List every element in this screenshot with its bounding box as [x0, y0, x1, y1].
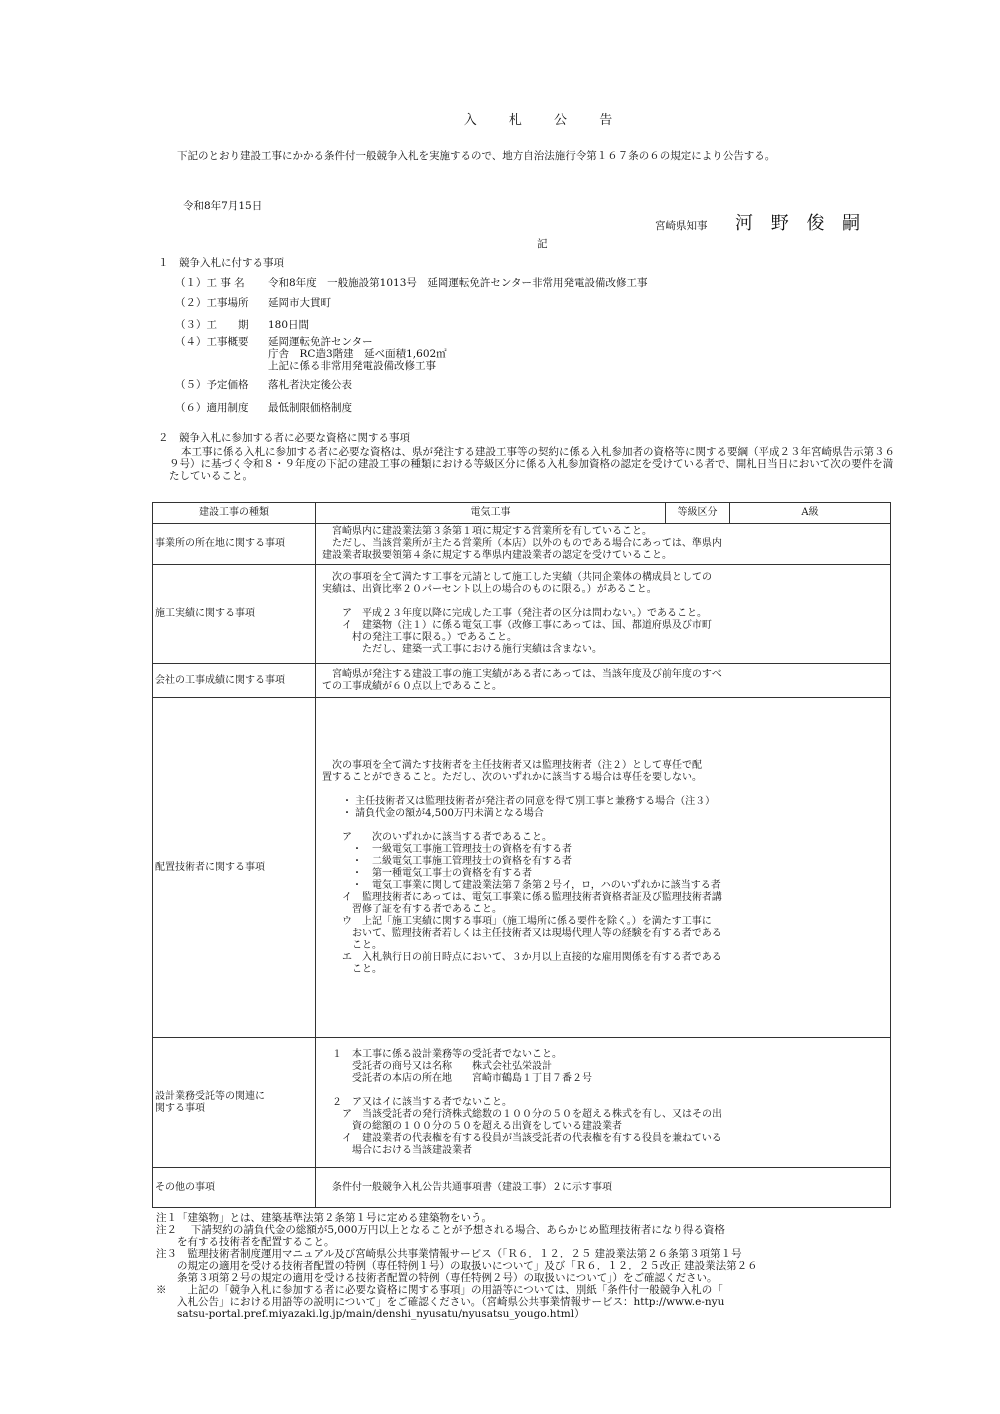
- note-asterisk-cont2: satsu-portal.pref.miyazaki.lg.jp/main/denshi_nyusatu/nyusatsu_yougo.html）: [156, 1308, 585, 1320]
- table-row: [153, 1168, 891, 1208]
- row-label-office-location: 事業所の所在地に関する事項: [153, 524, 316, 565]
- header-work-type-label: 建設工事の種類: [153, 503, 316, 524]
- project-name-label: （１）工 事 名: [175, 277, 245, 289]
- table-row: [153, 698, 891, 1038]
- table-row: [153, 565, 891, 664]
- project-name-value: 令和8年度 一般施設第1013号 延岡運転免許センター非常用発電設備改修工事: [268, 277, 648, 289]
- row-label-construction-record: 施工実績に関する事項: [153, 565, 316, 664]
- applied-system-label: （６）適用制度: [175, 402, 249, 414]
- project-summary-value: 延岡運転免許センター 庁舎 RC造3階建 延べ面積1,602㎡ 上記に係る非常用発電設備改修工事: [268, 336, 447, 372]
- row-content-other: 条件付一般競争入札公告共通事項書（建設工事）２に示す事項: [316, 1168, 891, 1208]
- row-label-company-score: 会社の工事成績に関する事項: [153, 664, 316, 698]
- note-asterisk: ※ 上記の「競争入札に参加する者に必要な資格に関する事項」の用語等については、別紙「条件付一般競争入札の「: [156, 1284, 723, 1296]
- row-label-design-contract: 設計業務受託等の関連に 関する事項: [153, 1038, 316, 1168]
- governor-title: 宮崎県知事: [655, 220, 708, 232]
- section1-heading: １ 競争入札に付する事項: [158, 257, 284, 269]
- project-location-value: 延岡市大貫町: [268, 297, 331, 309]
- ki-mark: 記: [537, 238, 548, 250]
- header-work-type-value: 電気工事: [316, 503, 666, 524]
- note-3-cont1: の規定の適用を受ける技術者配置の特例（専任特例１号）の取扱いについて」及び「Ｒ６．１２．２５改正 建設業法第２６: [156, 1260, 758, 1272]
- table-row: [153, 664, 891, 698]
- row-content-design-contract: １ 本工事に係る設計業務等の受託者でないこと。 受託者の商号又は名称 株式会社弘栄設計 受託者の本店の所在地 宮崎市鶴島１丁目７番２号 ２ ア又はイに該当する者でないこと。 ア 当該受託者の発行済株式総数の１００分の５０を超える株式を有し、又はその出 資の総額の１００分の５０を超える出資をしている建設業者 イ 建設業者の代表権を有する役員が当該受託者の代表権を有する役員を兼ねている 場合における当該建設業者: [316, 1038, 891, 1168]
- row-content-assigned-engineer: 次の事項を全て満たす技術者を主任技術者又は監理技術者（注２）として専任で配 置することができること。ただし、次のいずれかに該当する場合は専任を要しない。 ・ 主任技術者又は監理技術者が発注者の同意を得て別工事と兼務する場合（注３） ・ 請負代金の額が4,500万円未満となる場合 ア 次のいずれかに該当する者であること。 ・ 一級電気工事施工管理技士の資格を有する者 ・ 二級電気工事施工管理技士の資格を有する者 ・ 第一種電気工事士の資格を有する者 ・ 電気工事業に関して建設業法第７条第２号イ，ロ，ハのいずれかに該当する者 イ 監理技術者にあっては、電気工事業に係る監理技術者資格者証及び監理技術者講 習修了証を有する者であること。 ウ 上記「施工実績に関する事項」（施工場所に係る要件を除く。）を満たす工事に おいて、監理技術者若しくは主任技術者又は現場代理人等の経験を有する者である こと。 エ 入札執行日の前日時点において、３か月以上直接的な雇用関係を有する者である こと。: [316, 698, 891, 1038]
- row-content-company-score: 宮崎県が発注する建設工事の施工実績がある者にあっては、当該年度及び前年度のすべ ての工事成績が６０点以上であること。: [316, 664, 891, 698]
- row-label-other: その他の事項: [153, 1168, 316, 1208]
- project-location-label: （２）工事場所: [175, 297, 249, 309]
- row-content-construction-record: 次の事項を全て満たす工事を元請として施工した実績（共同企業体の構成員としての 実績は、出資比率２０パーセント以上の場合のものに限る。）があること。 ア 平成２３年度以降に完成した工事（発注者の区分は問わない。）であること。 イ 建築物（注１）に係る電気工事（改修工事にあっては、国、都道府県及び市町 村の発注工事に限る。）であること。 ただし、建築一式工事における施行実績は含まない。: [316, 565, 891, 664]
- table-row: [153, 524, 891, 565]
- table-row: [153, 1038, 891, 1168]
- notice-date: 令和8年7月15日: [183, 200, 263, 212]
- note-1: 注１「建築物」とは、建築基準法第２条第１号に定める建築物をいう。: [156, 1212, 492, 1224]
- governor-name: 河 野 俊 嗣: [735, 213, 867, 234]
- note-3-cont2: 条第３項第２号の規定の適用を受ける技術者配置の特例（専任特例２号）の取扱いについて」）をご確認ください。: [156, 1272, 718, 1284]
- intro-text: 下記のとおり建設工事にかかる条件付一般競争入札を実施するので、地方自治法施行令第１６７条の６の規定により公告する。: [177, 150, 776, 162]
- applied-system-value: 最低制限価格制度: [268, 402, 352, 414]
- project-summary-label: （４）工事概要: [175, 336, 249, 348]
- project-period-value: 180日間: [268, 319, 310, 331]
- header-grade-value: A級: [730, 503, 891, 524]
- header-grade-label: 等級区分: [666, 503, 730, 524]
- project-period-label: （３）工 期: [175, 319, 249, 331]
- planned-price-label: （５）予定価格: [175, 379, 249, 391]
- section2-body: 本工事に係る入札に参加する者に必要な資格は、県が発注する建設工事等の契約に係る入札参加者の資格等に関する要綱（平成２３年宮崎県告示第３６９号）に基づく令和８・９年度の下記の建設工事の種類における等級区分に係る入札参加資格の認定を受けている者で、開札日当日において次の要件を満たしていること。: [169, 446, 895, 482]
- page-title: 入 札 公 告: [463, 113, 627, 128]
- notes-section: [156, 1212, 876, 1332]
- table-header-row: [153, 503, 891, 524]
- note-2: 注２ 下請契約の請負代金の総額が5,000万円以上となることが予想される場合、あらかじめ監理技術者になり得る資格: [156, 1224, 725, 1236]
- note-asterisk-cont1: 入札公告」における用語等の説明について」をご確認ください。（宮崎県公共事業情報サービス：http://www.e-nyu: [156, 1296, 725, 1308]
- planned-price-value: 落札者決定後公表: [268, 379, 352, 391]
- row-label-assigned-engineer: 配置技術者に関する事項: [153, 698, 316, 1038]
- section2-heading: ２ 競争入札に参加する者に必要な資格に関する事項: [158, 432, 410, 444]
- note-3: 注３ 監理技術者制度運用マニュアル及び宮崎県公共事業情報サービス（「Ｒ６．１２．２５ 建設業法第２６条第３項第１号: [156, 1248, 742, 1260]
- note-2-cont: を有する技術者を配置すること。: [156, 1236, 335, 1248]
- requirements-table: [152, 502, 891, 1208]
- row-content-office-location: 宮崎県内に建設業法第３条第１項に規定する営業所を有していること。 ただし、当該営業所が主たる営業所（本店）以外のものである場合にあっては、準県内 建設業者取扱要領第４条に規定する準県内建設業者の認定を受けていること。: [316, 524, 891, 565]
